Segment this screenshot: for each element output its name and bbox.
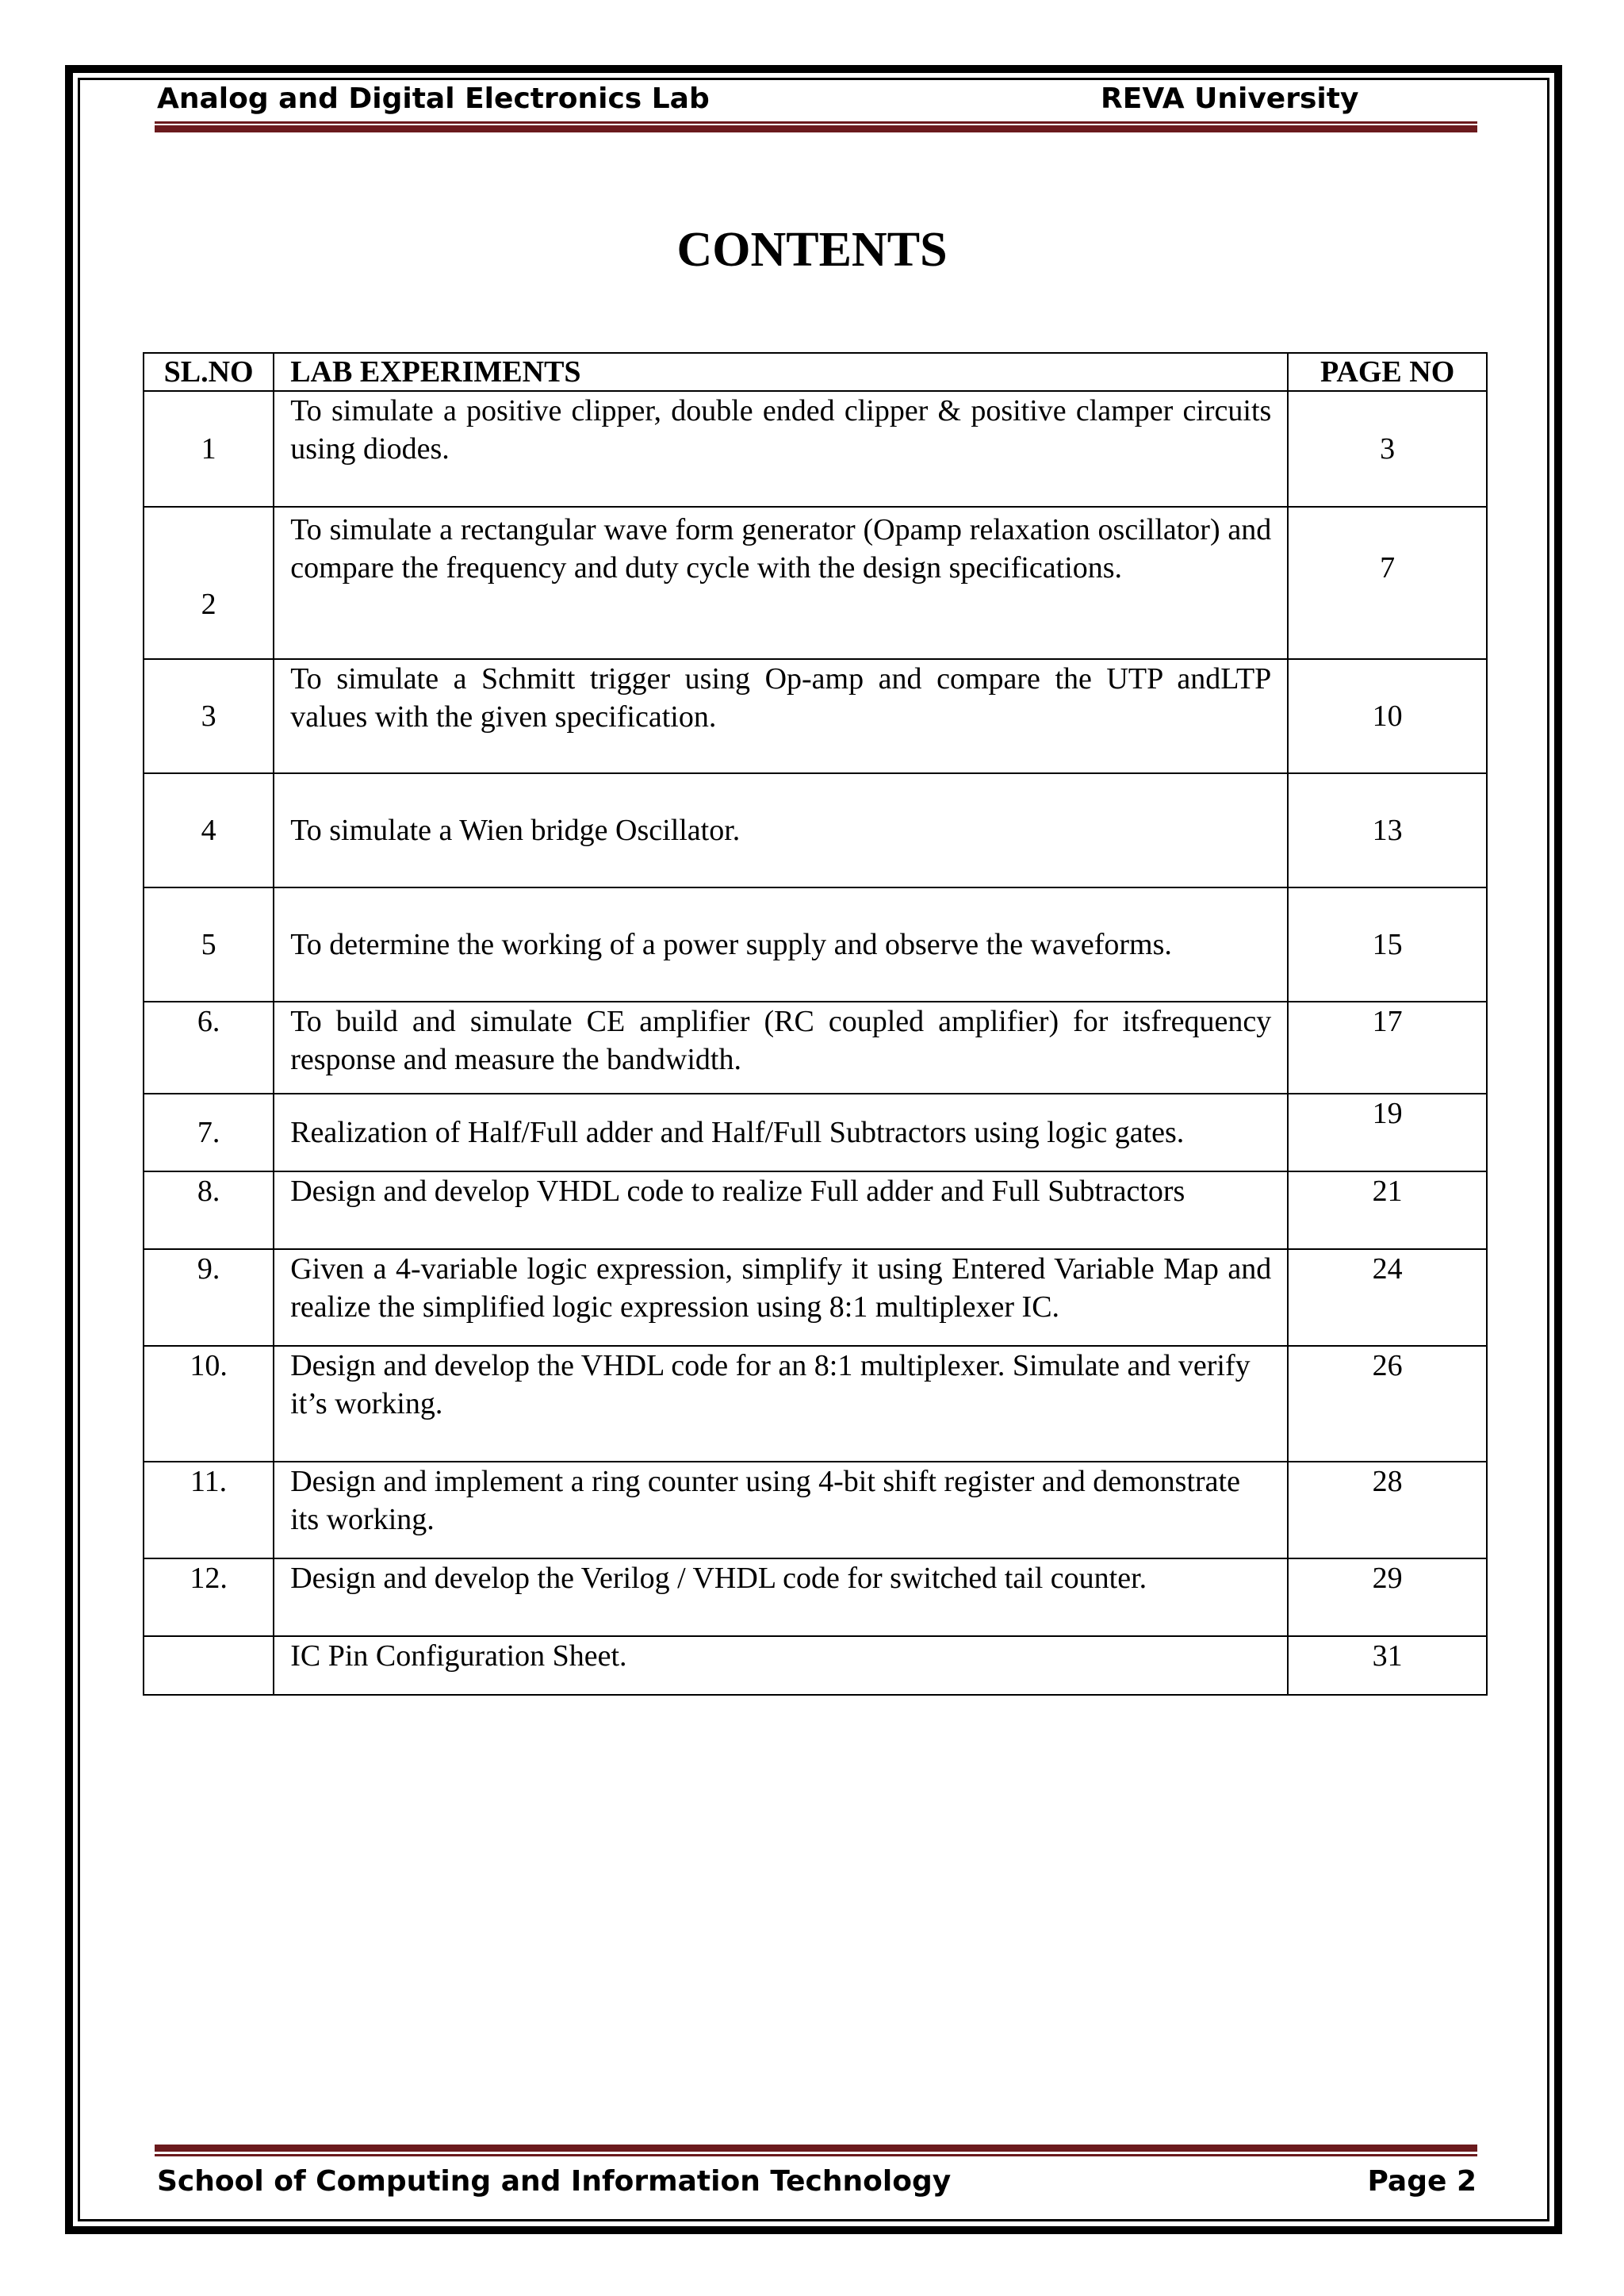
- row-experiment: Design and develop the VHDL code for an 8:1 multiplexer. Simulate and verify it’s working.: [274, 1346, 1288, 1462]
- contents-table: [143, 352, 1488, 1696]
- table-row: [144, 1094, 1487, 1171]
- header-university: REVA University: [1101, 82, 1359, 115]
- row-sl: 6.: [144, 1002, 274, 1094]
- row-page: 10: [1288, 659, 1487, 773]
- table-row: [144, 1636, 1487, 1695]
- row-page: 15: [1288, 887, 1487, 1002]
- table-row: [144, 773, 1487, 887]
- row-sl: 3: [144, 659, 274, 773]
- row-experiment: To simulate a rectangular wave form generator (Opamp relaxation oscillator) and compare the frequency and duty cycle with the design specifications.: [274, 507, 1288, 659]
- row-experiment: To simulate a Wien bridge Oscillator.: [274, 773, 1288, 887]
- row-page: 7: [1288, 507, 1487, 659]
- table-row: [144, 391, 1487, 507]
- footer-rule-thick: [155, 2145, 1477, 2152]
- table-row: [144, 659, 1487, 773]
- table-row: [144, 1462, 1487, 1558]
- footer-page-number: Page 2: [1367, 2165, 1477, 2198]
- header-rule-thin: [155, 121, 1477, 124]
- table-row: [144, 1346, 1487, 1462]
- row-experiment: Realization of Half/Full adder and Half/Full Subtractors using logic gates.: [274, 1094, 1288, 1171]
- table-row: [144, 1558, 1487, 1636]
- row-page: 21: [1288, 1171, 1487, 1249]
- header-sl-no: SL.NO: [144, 353, 274, 391]
- row-experiment: Design and develop VHDL code to realize Full adder and Full Subtractors: [274, 1171, 1288, 1249]
- header-lab-experiments: LAB EXPERIMENTS: [274, 353, 1288, 391]
- table-row: [144, 507, 1487, 659]
- row-sl: 11.: [144, 1462, 274, 1558]
- row-page: 26: [1288, 1346, 1487, 1462]
- row-sl: 10.: [144, 1346, 274, 1462]
- row-page: 28: [1288, 1462, 1487, 1558]
- row-experiment: Design and implement a ring counter using 4-bit shift register and demonstrate its working.: [274, 1462, 1288, 1558]
- row-sl: 1: [144, 391, 274, 507]
- table-header-row: [144, 353, 1487, 391]
- row-sl: 7.: [144, 1094, 274, 1171]
- row-page: 13: [1288, 773, 1487, 887]
- row-page: 3: [1288, 391, 1487, 507]
- header-lab-title: Analog and Digital Electronics Lab: [157, 82, 710, 115]
- footer-rule-thin: [155, 2154, 1477, 2156]
- row-sl: 2: [144, 507, 274, 659]
- table-row: [144, 1249, 1487, 1346]
- row-experiment: IC Pin Configuration Sheet.: [274, 1636, 1288, 1695]
- footer-school: School of Computing and Information Technology: [157, 2165, 952, 2198]
- row-sl: 8.: [144, 1171, 274, 1249]
- row-sl: 4: [144, 773, 274, 887]
- header-rule-thick: [155, 125, 1477, 132]
- row-experiment: To simulate a positive clipper, double ended clipper & positive clamper circuits using diodes.: [274, 391, 1288, 507]
- row-page: 19: [1288, 1094, 1487, 1171]
- row-page: 24: [1288, 1249, 1487, 1346]
- table-row: [144, 887, 1487, 1002]
- table-row: [144, 1171, 1487, 1249]
- row-sl: 9.: [144, 1249, 274, 1346]
- row-experiment: To build and simulate CE amplifier (RC coupled amplifier) for itsfrequency response and measure the bandwidth.: [274, 1002, 1288, 1094]
- page-title: CONTENTS: [676, 223, 948, 277]
- header-page-no: PAGE NO: [1288, 353, 1487, 391]
- row-experiment: To simulate a Schmitt trigger using Op-amp and compare the UTP andLTP values with the given specification.: [274, 659, 1288, 773]
- row-sl: 5: [144, 887, 274, 1002]
- table-row: [144, 1002, 1487, 1094]
- row-sl: [144, 1636, 274, 1695]
- row-experiment: To determine the working of a power supply and observe the waveforms.: [274, 887, 1288, 1002]
- row-experiment: Given a 4-variable logic expression, simplify it using Entered Variable Map and realize the simplified logic expression using 8:1 multiplexer IC.: [274, 1249, 1288, 1346]
- row-experiment: Design and develop the Verilog / VHDL code for switched tail counter.: [274, 1558, 1288, 1636]
- row-sl: 12.: [144, 1558, 274, 1636]
- row-page: 29: [1288, 1558, 1487, 1636]
- row-page: 17: [1288, 1002, 1487, 1094]
- row-page: 31: [1288, 1636, 1487, 1695]
